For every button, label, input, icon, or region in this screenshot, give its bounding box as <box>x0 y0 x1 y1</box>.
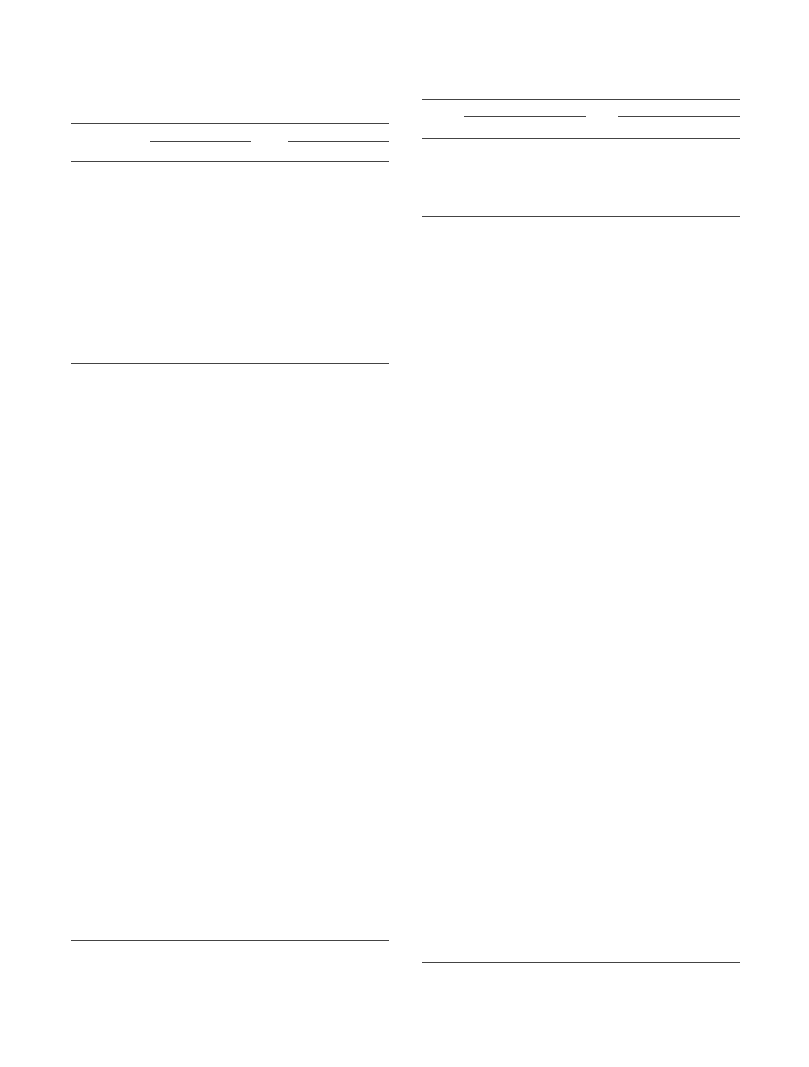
left-table-top-rule <box>71 123 389 124</box>
right-table-header-rule <box>422 138 740 139</box>
right-table-header-group-2-rule <box>618 116 740 117</box>
left-table-section-rule <box>71 363 389 364</box>
right-table-section-rule <box>422 216 740 217</box>
right-table-bottom-rule <box>422 962 740 963</box>
left-table-header-group-2-rule <box>288 141 389 142</box>
left-table-header-rule <box>71 161 389 162</box>
left-table-bottom-rule <box>71 940 389 941</box>
right-table-header-group-1-rule <box>464 116 586 117</box>
right-table-top-rule <box>422 99 740 100</box>
left-table-header-group-1-rule <box>150 141 251 142</box>
